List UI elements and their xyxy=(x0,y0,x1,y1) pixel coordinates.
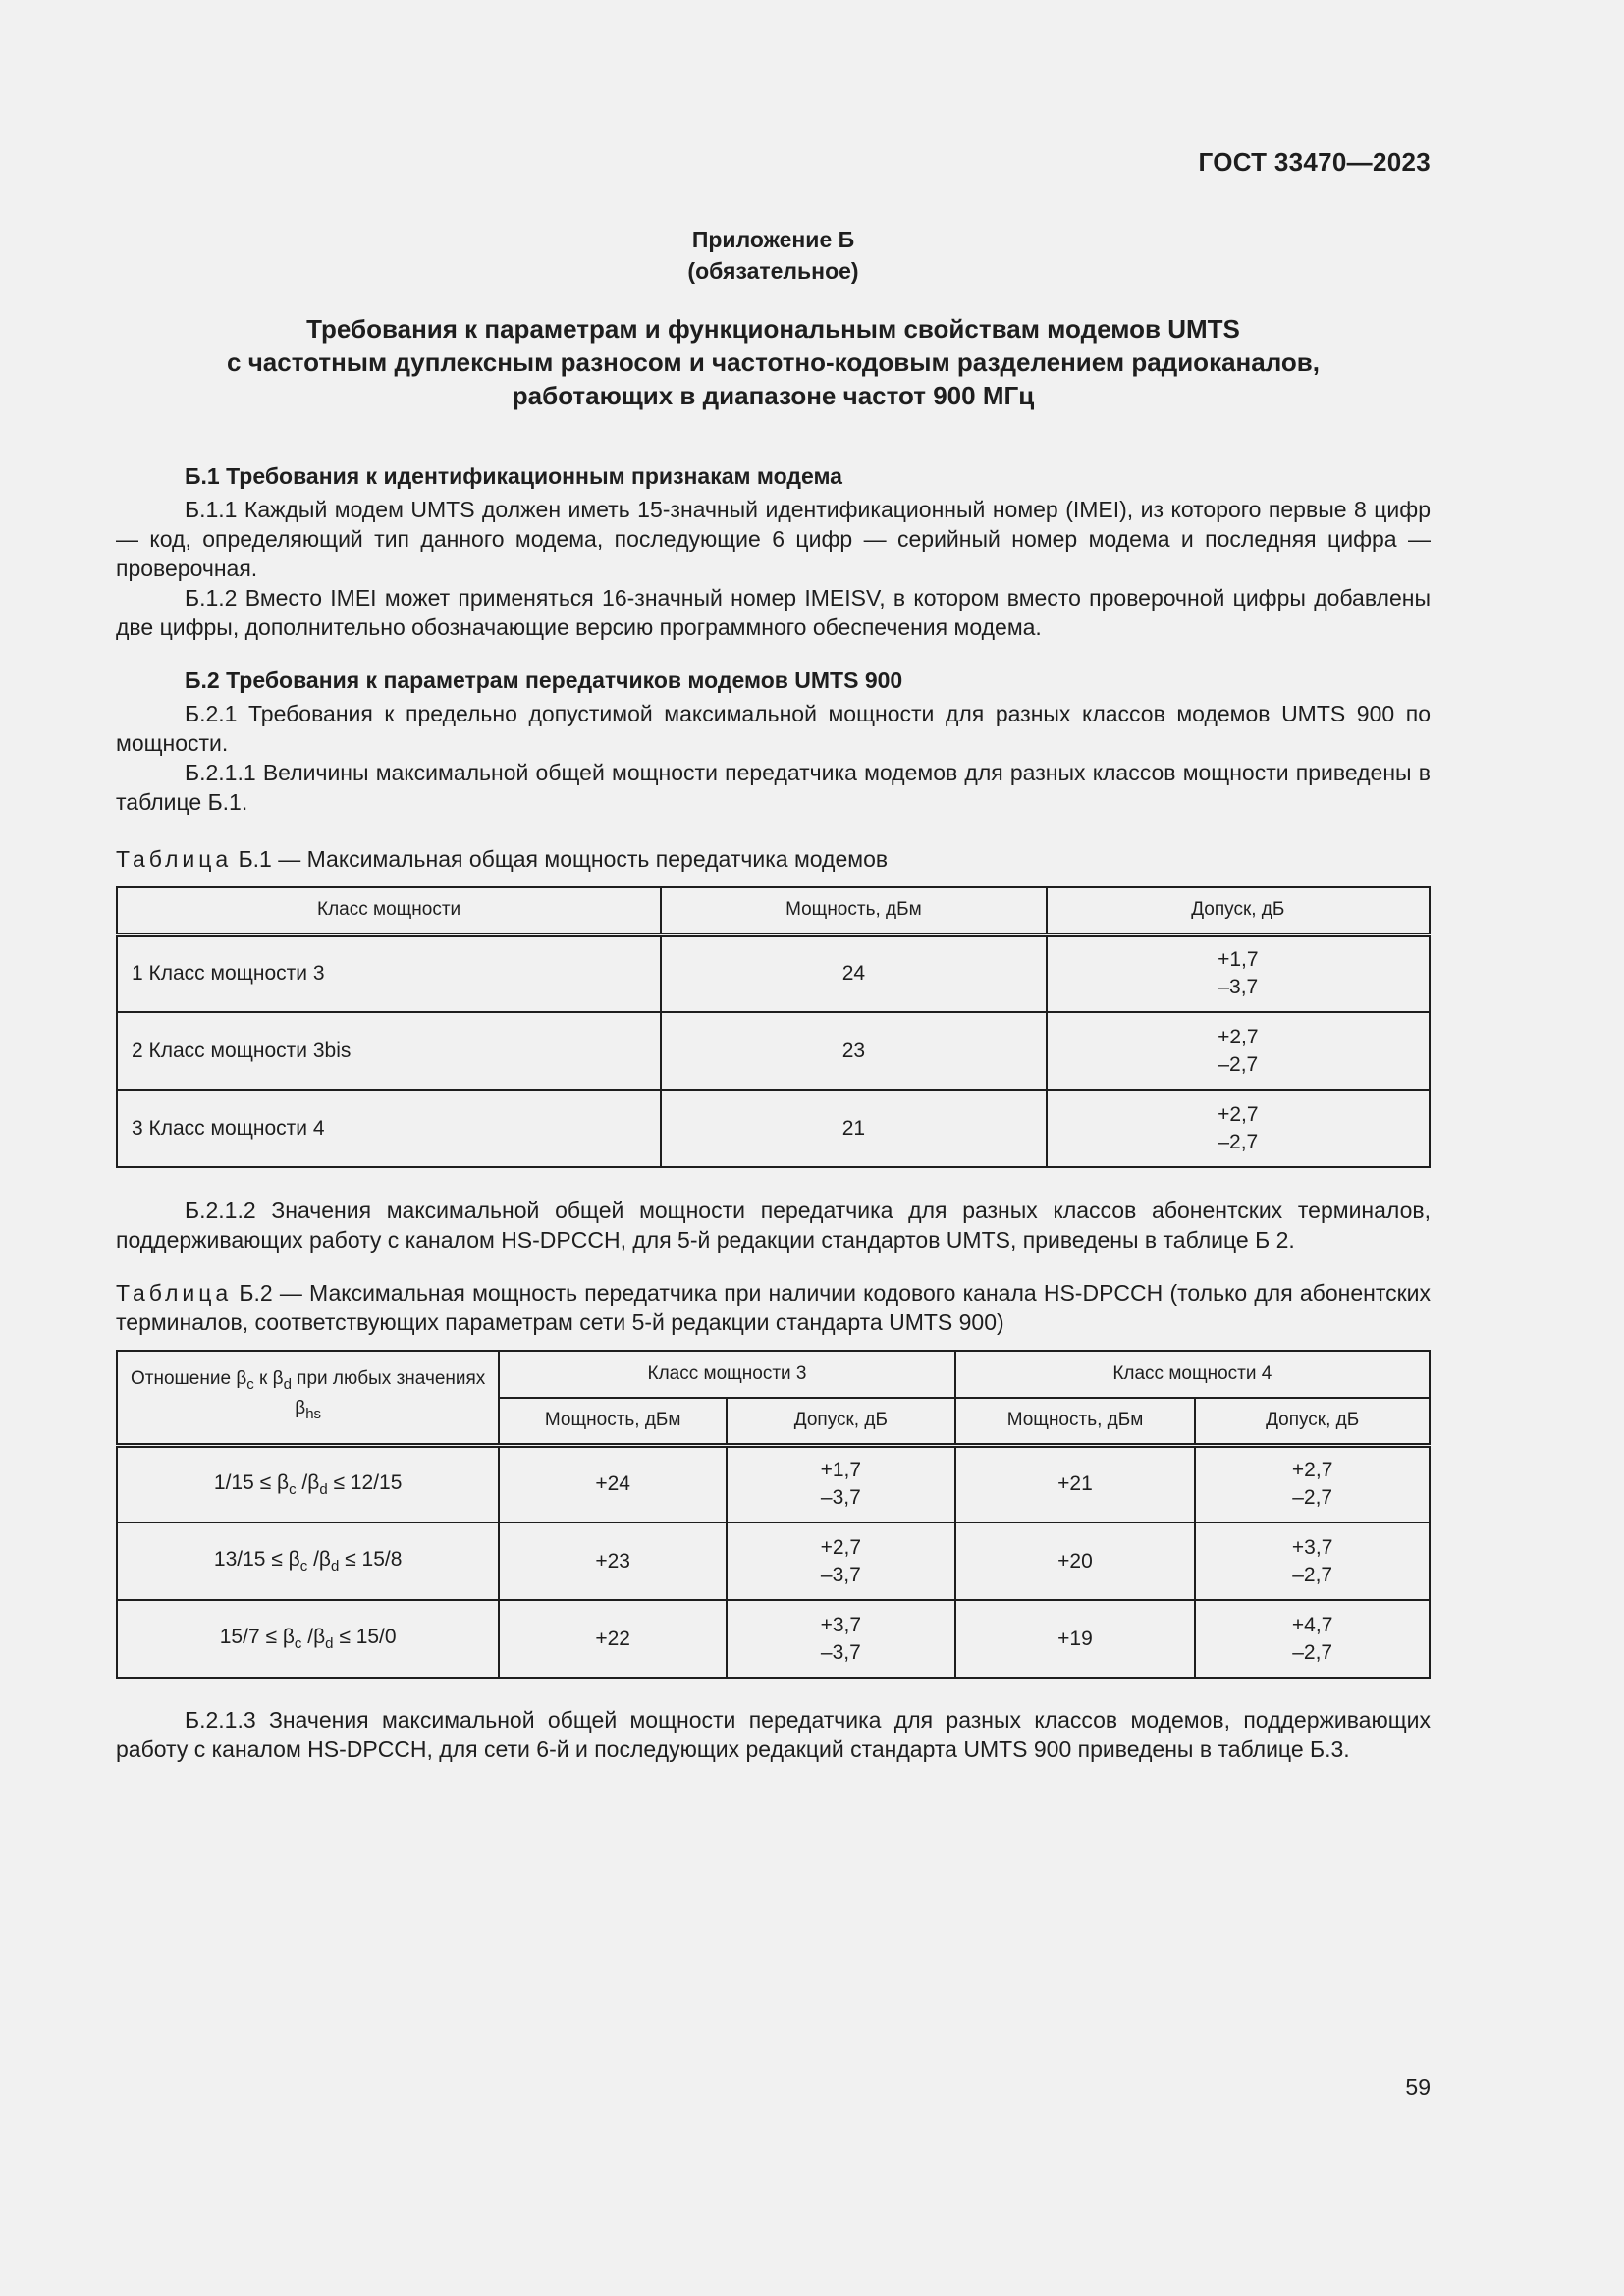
ratio-header: Отношение $\beta_c$ к $\beta_d$ при любых значениях $\beta_{hs}$ xyxy=(117,1351,499,1445)
class-4-power-header: Мощность, дБм xyxy=(955,1398,1196,1445)
ratio-cell: $1/15 \le \beta_c$ $/\beta_d \le 12/15$ xyxy=(117,1445,499,1522)
class-3-power-header: Мощность, дБм xyxy=(499,1398,727,1445)
tolerance-minus: –3,7 xyxy=(1218,976,1259,999)
class-3-power-cell: +24 xyxy=(499,1445,727,1522)
table-row xyxy=(117,1600,1430,1678)
power-value-cell: 24 xyxy=(661,934,1046,1012)
table-row xyxy=(117,1012,1430,1090)
class-3-tolerance-cell: +2,7 –3,7 xyxy=(727,1522,955,1600)
appendix-status: (обязательное) xyxy=(687,258,859,284)
section-b2-heading: Б.2 Требования к параметрам передатчиков модемов UMTS 900 xyxy=(185,667,903,693)
table-row xyxy=(117,934,1430,1012)
table-b2 xyxy=(116,1350,1431,1679)
paragraph-b2-1: Б.2.1 Требования к предельно допустимой максимальной мощности для разных классов модемов UMTS 900 по мощности. xyxy=(116,701,1431,756)
table-b2-caption xyxy=(116,1278,1431,1337)
table-b2-label: Таблица xyxy=(116,1280,233,1306)
table-row xyxy=(117,1445,1430,1522)
table-b1 xyxy=(116,886,1431,1168)
page-number: 59 xyxy=(1405,2074,1431,2100)
table-b2-header-row-1 xyxy=(117,1351,1430,1398)
section-b1 xyxy=(116,461,1431,642)
table-b1-header-class: Класс мощности xyxy=(117,887,661,934)
paragraph-b1-1: Б.1.1 Каждый модем UMTS должен иметь 15-значный идентификационный номер (IMEI), из которого первые 8 цифр — код, определяющий тип данного модема, последующие 6 цифр — серийный номер модема и последняя цифра — проверочная. xyxy=(116,497,1431,581)
table-b1-header-row xyxy=(117,887,1430,934)
table-b1-header-tolerance: Допуск, дБ xyxy=(1047,887,1430,934)
appendix-name: Приложение Б xyxy=(691,227,855,252)
class-4-tolerance-header: Допуск, дБ xyxy=(1195,1398,1430,1445)
ratio-cell: $15/7 \le \beta_c$ $/\beta_d \le 15/0$ xyxy=(117,1600,499,1678)
class-4-header: Класс мощности 4 xyxy=(955,1351,1430,1398)
tolerance-plus: +2,7 xyxy=(1218,1025,1259,1048)
title-line-2: с частотным дуплексным разносом и частотно-кодовым разделением радиоканалов, xyxy=(227,347,1320,377)
paragraph-b1-2: Б.1.2 Вместо IMEI может применяться 16-значный номер IMEISV, в котором вместо проверочной цифры добавлены две цифры, дополнительно обозначающие версию программного обеспечения модема. xyxy=(116,585,1431,640)
power-value-cell: 23 xyxy=(661,1012,1046,1090)
table-row xyxy=(117,1522,1430,1600)
power-class-cell: 1 Класс мощности 3 xyxy=(117,934,661,1012)
paragraph-b2-1-2: Б.2.1.2 Значения максимальной общей мощности передатчика для разных классов абонентских терминалов, поддерживающих работу с каналом HS-DPCCH, для 5-й редакции стандартов UMTS, приведены в таблице Б 2. xyxy=(116,1198,1431,1253)
ratio-cell: $13/15 \le \beta_c$ $/\beta_d \le 15/8$ xyxy=(117,1522,499,1600)
power-class-cell: 2 Класс мощности 3bis xyxy=(117,1012,661,1090)
class-4-power-cell: +19 xyxy=(955,1600,1196,1678)
section-b2 xyxy=(116,666,1431,817)
section-b1-heading: Б.1 Требования к идентификационным признакам модема xyxy=(185,463,842,489)
paragraph-b2-1-3: Б.2.1.3 Значения максимальной общей мощности передатчика для разных классов модемов, поддерживающих работу с каналом HS-DPCCH, для сети 6-й и последующих редакций стандарта UMTS 900 приведены в таблице Б.3. xyxy=(116,1707,1431,1762)
title-line-3: работающих в диапазоне частот 900 МГц xyxy=(512,381,1035,410)
class-3-power-cell: +22 xyxy=(499,1600,727,1678)
table-b1-caption-text: Б.1 — Максимальная общая мощность передатчика модемов xyxy=(232,846,889,872)
class-4-power-cell: +21 xyxy=(955,1445,1196,1522)
tolerance-cell xyxy=(1047,1090,1430,1167)
class-3-tolerance-header: Допуск, дБ xyxy=(727,1398,955,1445)
class-4-tolerance-cell: +3,7 –2,7 xyxy=(1195,1522,1430,1600)
table-b1-header-power: Мощность, дБм xyxy=(661,887,1046,934)
table-b1-caption xyxy=(116,844,1431,874)
paragraph-b2-1-3-block xyxy=(116,1705,1431,1764)
class-3-power-cell: +23 xyxy=(499,1522,727,1600)
appendix-heading xyxy=(116,224,1431,287)
table-b1-label: Таблица xyxy=(116,846,233,872)
tolerance-cell xyxy=(1047,934,1430,1012)
paragraph-b2-1-1: Б.2.1.1 Величины максимальной общей мощности передатчика модемов для разных классов мощности приведены в таблице Б.1. xyxy=(116,760,1431,815)
title-line-1: Требования к параметрам и функциональным свойствам модемов UMTS xyxy=(306,314,1240,344)
appendix-title xyxy=(116,312,1431,412)
table-row xyxy=(117,1090,1430,1167)
class-4-tolerance-cell: +2,7 –2,7 xyxy=(1195,1445,1430,1522)
table-b2-caption-text: Б.2 — Максимальная мощность передатчика при наличии кодового канала HS-DPCCH (только для абонентских терминалов, соответствующих параметрам сети 5-й редакции стандарта UMTS 900) xyxy=(116,1280,1431,1335)
class-3-tolerance-cell: +1,7 –3,7 xyxy=(727,1445,955,1522)
tolerance-plus: +1,7 xyxy=(1218,948,1259,972)
class-4-power-cell: +20 xyxy=(955,1522,1196,1600)
tolerance-plus: +2,7 xyxy=(1218,1102,1259,1126)
tolerance-minus: –2,7 xyxy=(1218,1130,1259,1153)
paragraph-b2-1-2-block xyxy=(116,1196,1431,1255)
power-class-cell: 3 Класс мощности 4 xyxy=(117,1090,661,1167)
class-4-tolerance-cell: +4,7 –2,7 xyxy=(1195,1600,1430,1678)
power-value-cell: 21 xyxy=(661,1090,1046,1167)
tolerance-minus: –2,7 xyxy=(1218,1052,1259,1076)
class-3-header: Класс мощности 3 xyxy=(499,1351,954,1398)
tolerance-cell xyxy=(1047,1012,1430,1090)
document-code: ГОСТ 33470—2023 xyxy=(1198,147,1431,177)
class-3-tolerance-cell: +3,7 –3,7 xyxy=(727,1600,955,1678)
